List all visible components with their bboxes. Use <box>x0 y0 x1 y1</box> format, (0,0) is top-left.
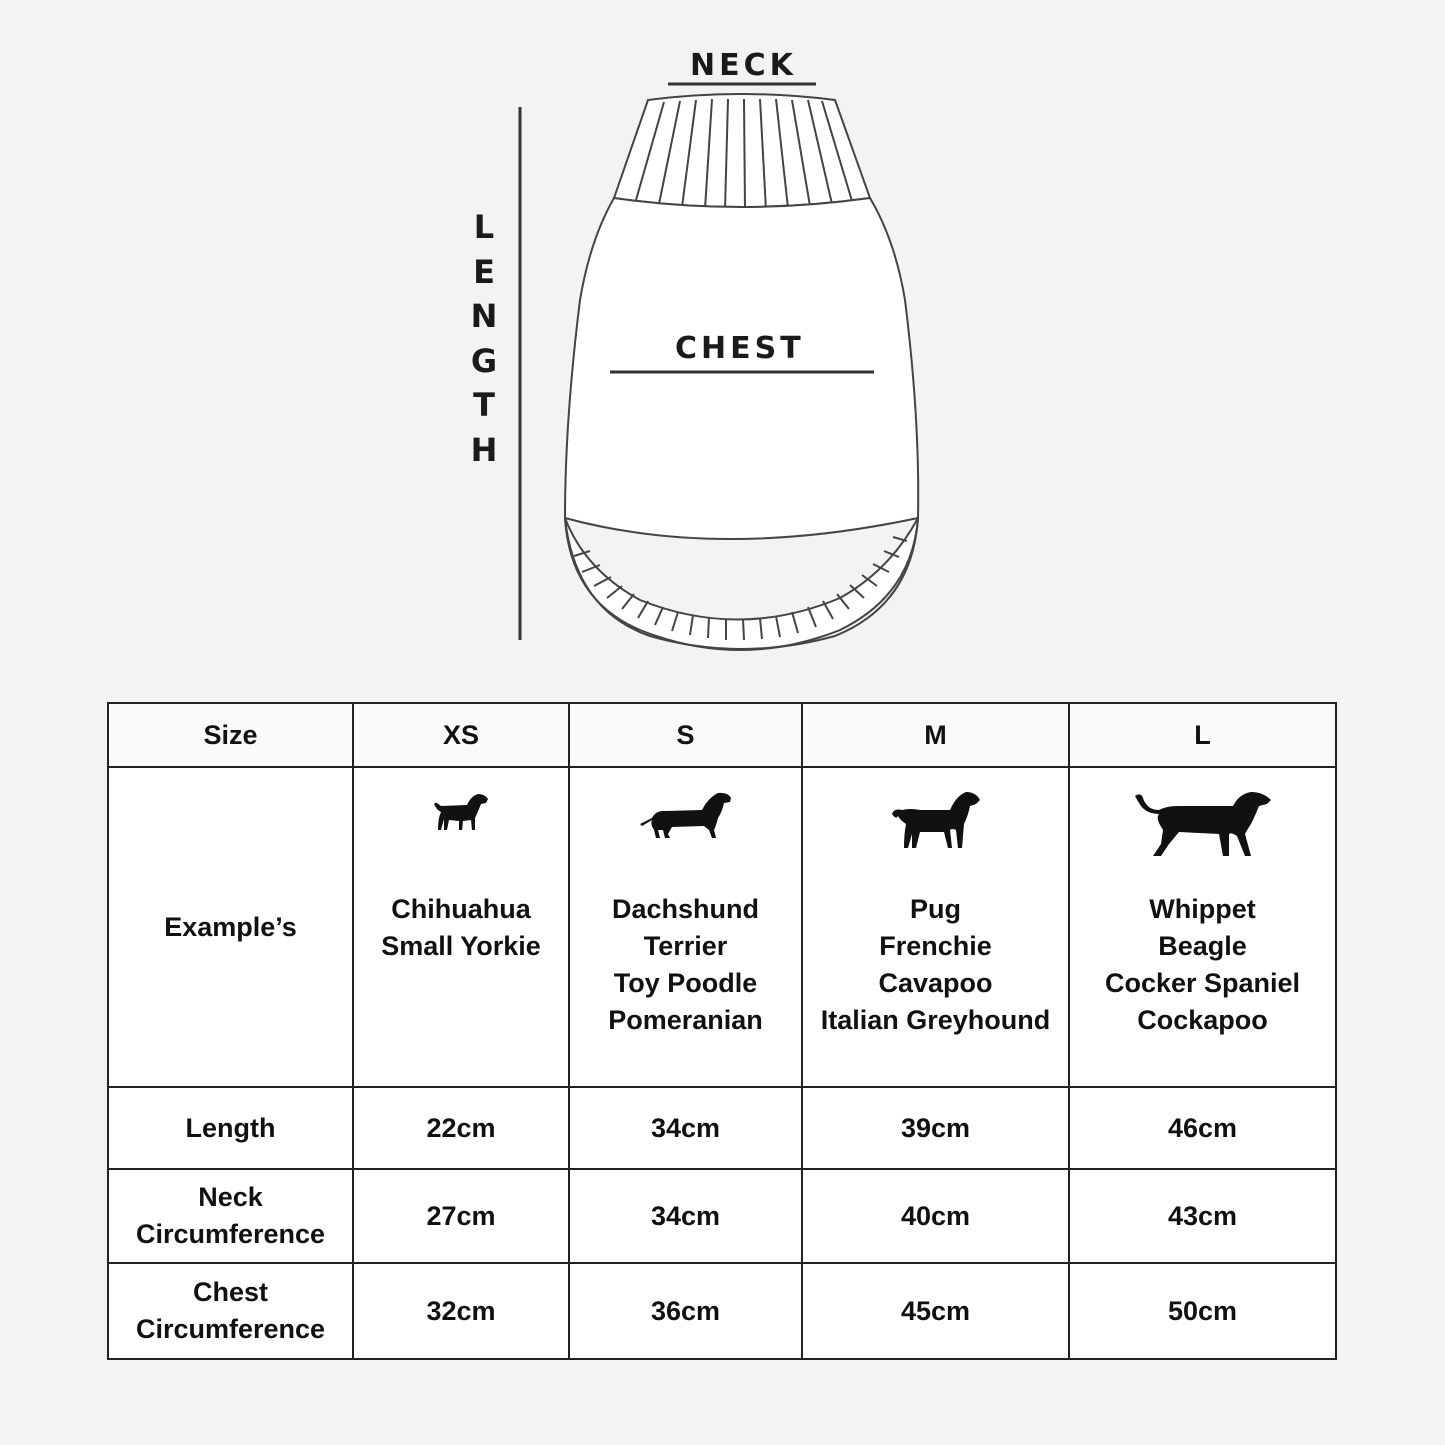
header-cell-s: S <box>569 703 802 767</box>
examples-row <box>108 767 1336 1087</box>
length-value-l: 46cm <box>1069 1087 1336 1169</box>
breed-item: Toy Poodle <box>613 968 758 998</box>
neck-value-m: 40cm <box>802 1169 1069 1263</box>
chest-value-l: 50cm <box>1069 1263 1336 1359</box>
breed-item: Cocker Spaniel <box>1104 968 1301 998</box>
length-letter: G <box>470 341 498 380</box>
chest-row <box>108 1263 1336 1359</box>
length-letter: L <box>473 208 495 246</box>
chest-label-cell <box>108 1263 353 1359</box>
header-cell-xs: XS <box>353 703 569 767</box>
breed-item: Cavapoo <box>878 968 993 998</box>
breed-item: Beagle <box>1158 931 1247 961</box>
breed-item: Pug <box>910 894 961 924</box>
table-header-row <box>108 703 1336 767</box>
length-label <box>466 205 502 472</box>
small-dog-silhouette-icon <box>431 790 491 834</box>
sweater-diagram <box>0 0 1445 690</box>
breed-item: Chihuahua <box>391 894 531 924</box>
length-value-m: 39cm <box>802 1087 1069 1169</box>
header-cell-size: Size <box>108 703 353 767</box>
examples-cell-s <box>569 767 802 1087</box>
breed-item: Frenchie <box>879 931 992 961</box>
chest-value-m: 45cm <box>802 1263 1069 1359</box>
neck-value-s: 34cm <box>569 1169 802 1263</box>
chest-label-line: Chest <box>192 1277 268 1307</box>
length-label: Length <box>108 1087 353 1169</box>
breed-item: Italian Greyhound <box>820 1005 1051 1035</box>
neck-label-line: Neck <box>198 1182 263 1212</box>
length-letter: H <box>470 430 498 469</box>
length-letter: N <box>470 297 498 335</box>
breed-item: Dachshund <box>611 894 759 924</box>
breed-item: Pomeranian <box>608 1005 763 1035</box>
length-letter: E <box>473 252 495 291</box>
neck-label-line: Circumference <box>135 1219 326 1249</box>
examples-cell-m <box>802 767 1069 1087</box>
breed-item: Small Yorkie <box>381 931 541 961</box>
breed-item: Cockapoo <box>1137 1005 1268 1035</box>
header-cell-l: L <box>1069 703 1336 767</box>
neck-label-cell <box>108 1169 353 1263</box>
neck-value-l: 43cm <box>1069 1169 1336 1263</box>
length-value-s: 34cm <box>569 1087 802 1169</box>
large-dog-silhouette-icon <box>1133 790 1273 858</box>
size-chart-table <box>107 702 1337 1360</box>
examples-cell-xs <box>353 767 569 1087</box>
neck-row <box>108 1169 1336 1263</box>
length-row <box>108 1087 1336 1169</box>
breed-item: Terrier <box>643 931 728 961</box>
neck-value-xs: 27cm <box>353 1169 569 1263</box>
chest-value-s: 36cm <box>569 1263 802 1359</box>
examples-cell-l <box>1069 767 1336 1087</box>
examples-label: Example’s <box>108 767 353 1087</box>
chest-label-line: Circumference <box>135 1314 326 1344</box>
breed-item: Whippet <box>1149 894 1256 924</box>
dachshund-silhouette-icon <box>638 790 734 842</box>
length-value-xs: 22cm <box>353 1087 569 1169</box>
length-letter: T <box>473 386 495 424</box>
medium-dog-silhouette-icon <box>890 790 982 852</box>
chest-label: CHEST <box>675 331 805 366</box>
chest-value-xs: 32cm <box>353 1263 569 1359</box>
neck-label: NECK <box>690 48 797 83</box>
header-cell-m: M <box>802 703 1069 767</box>
